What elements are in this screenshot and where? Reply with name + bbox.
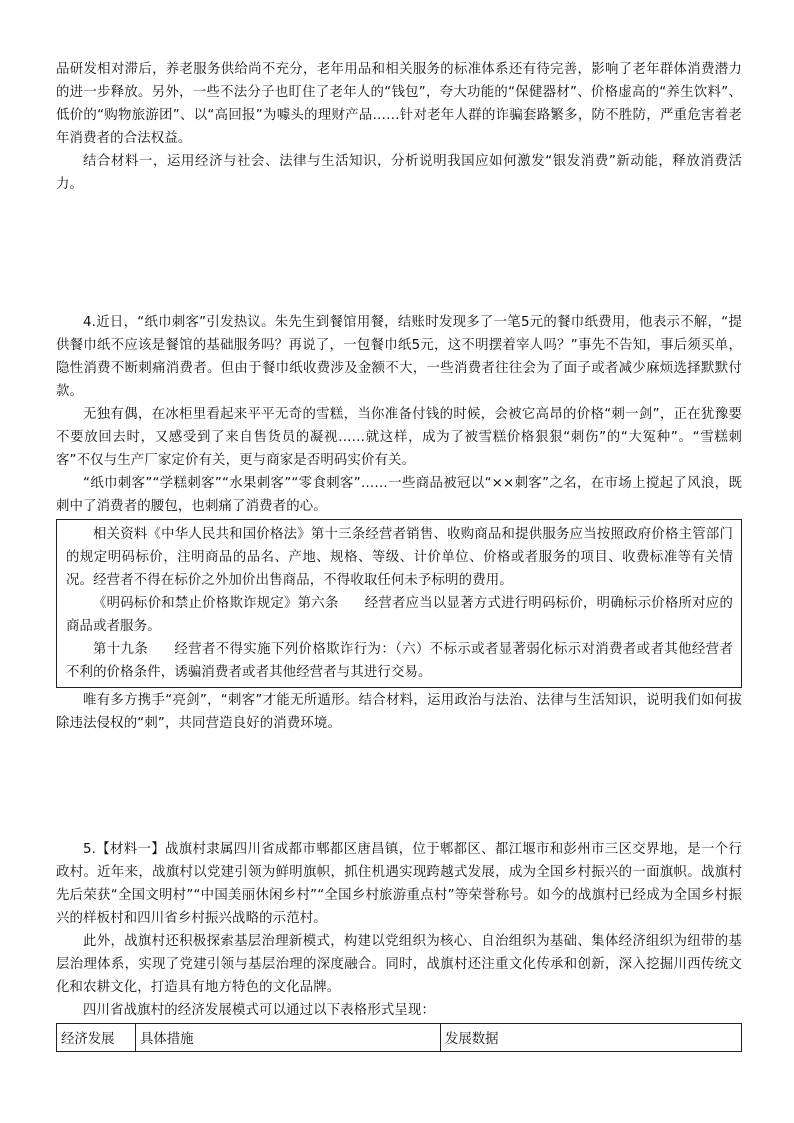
q3-material-continuation: 品研发相对滞后，养老服务供给尚不充分，老年用品和相关服务的标准体系还有待完善，影响了老年群体消费潜力的进一步释放。另外，一些不法分子也盯住了老年人的“钱包”，夸大功能的“保健器材”、价格虚高的“养生饮料”、低价的“购物旅游团”、以“高回报”为噱头的理财产品……针对老年人群的诈骗套路繁多，防不胜防，严重危害着老年消费者的合法权益。: [56, 62, 742, 146]
q5-material-1: 5.【材料一】战旗村隶属四川省成都市郫都区唐昌镇，位于郫都区、都江堰市和彭州市三区交界地，是一个行政村。近年来，战旗村以党建引领为鲜明旗帜，抓住机遇实现跨越式发展，成为全国乡村振兴的一面旗帜。战旗村先后荣获“全国文明村”“中国美丽休闲乡村”“全国乡村旅游重点村”等荣誉称号。如今的战旗村已经成为全国乡村振兴的样板村和四川省乡村振兴战略的示范村。: [56, 842, 742, 926]
q4-paragraph-3: “纸巾刺客”“学糕刺客”“水果刺客”“零食刺客”……一些商品被冠以“××刺客”之名，在市场上搅起了风浪，既刺中了消费者的腰包，也刺痛了消费者的心。: [56, 476, 742, 514]
table-header-cell: 发展数据: [441, 1024, 742, 1052]
q4-paragraph-1: 4.近日，“纸巾刺客”引发热议。朱先生到餐馆用餐，结账时发现多了一笔5元的餐巾纸费用，他表示不解，“提供餐巾纸不应该是餐馆的基础服务吗？再说了，一包餐巾纸5元，这不明摆着宰人吗？”事先不告知，事后须买单，隐性消费不断刺痛消费者。但由于餐巾纸收费涉及金额不大，一些消费者往往会为了面子或者减少麻烦选择默默付款。: [56, 315, 742, 399]
economic-development-table: [56, 1023, 742, 1052]
exam-page: [56, 58, 742, 1052]
answer-space-q4: [56, 735, 742, 838]
q5-paragraph-2: 此外，战旗村还积极探索基层治理新模式，构建以党组织为核心、自治组织为基础、集体经济组织为纽带的基层治理体系，实现了党建引领与基层治理的深度融合。同时，战旗村还注重文化传承和创新，深入挖掘川西传统文化和农耕文化，打造具有地方特色的文化品牌。: [56, 934, 742, 995]
article-19-body: 经营者不得实施下列价格欺诈行为：（六）不标示或者显著弱化标示对消费者或者其他经营者不利的价格条件，诱骗消费者或者其他经营者与其进行交易。: [66, 642, 733, 680]
article-19-heading: 第十九条: [93, 642, 149, 657]
q4-question: 唯有多方携手“亮剑”，“刺客”才能无所遁形。结合材料，运用政治与法治、法律与生活知识，说明我们如何拔除违法侵权的“刺”，共同营造良好的消费环境。: [56, 693, 742, 731]
q5-table-intro: 四川省战旗村的经济发展模式可以通过以下表格形式呈现：: [83, 1003, 436, 1018]
article-6-heading: 《明码标价和禁止价格欺诈规定》第六条: [93, 596, 339, 611]
answer-space-q3: [56, 196, 742, 311]
table-header-cell: 经济发展: [57, 1024, 136, 1052]
legal-reference-box: [56, 519, 742, 688]
q3-question: 结合材料一，运用经济与社会、法律与生活知识，分析说明我国应如何激发“银发消费”新动能，释放消费活力。: [56, 154, 742, 192]
price-law-article-13: 相关资料《中华人民共和国价格法》第十三条经营者销售、收购商品和提供服务应当按照政府价格主管部门的规定明码标价，注明商品的品名、产地、规格、等级、计价单位、价格或者服务的项目、收费标准等有关情况。经营者不得在标价之外加价出售商品，不得收取任何未予标明的费用。: [66, 527, 733, 588]
table-header-cell: 具体措施: [136, 1024, 441, 1052]
table-header-row: [57, 1024, 742, 1052]
pricing-rule-article-6: [66, 592, 733, 638]
pricing-rule-article-19: [66, 638, 733, 684]
article-6-body: 经营者应当以显著方式进行明码标价，明确标示价格所对应的商品或者服务。: [66, 596, 733, 634]
q4-paragraph-2: 无独有偶，在冰柜里看起来平平无奇的雪糕，当你准备付钱的时候，会被它高昂的价格“刺一剑”，正在犹豫要不要放回去时，又感受到了来自售货员的凝视……就这样，成为了被雪糕价格狠狠“刺伤”的“大冤种”。“雪糕刺客”不仅与生产厂家定价有关，更与商家是否明码实价有关。: [56, 407, 742, 468]
